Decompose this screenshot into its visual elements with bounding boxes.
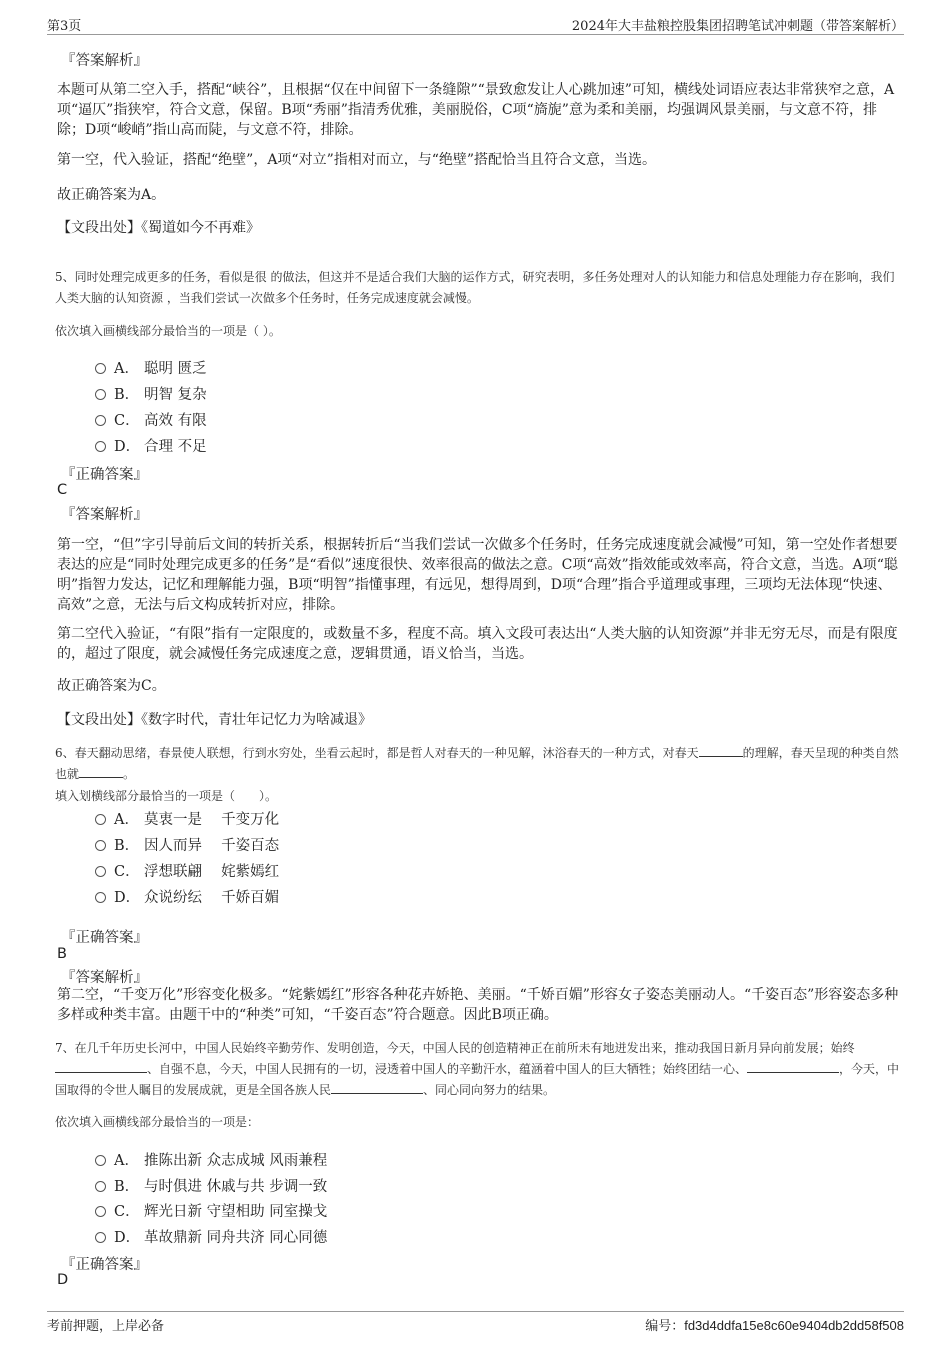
q6-text [55,743,902,785]
document-title: 2024年大丰盐粮控股集团招聘笔试冲刺题（带答案解析） [571,19,904,34]
option-letter: B． [114,387,140,403]
option-letter: B． [114,1179,140,1195]
radio-icon[interactable] [95,840,106,851]
q6-analysis: 第二空，“千变万化”形容变化极多。“姹紫嫣红”形容各种花卉娇艳、美丽。“千娇百媚”形容女子姿态美丽动人。“千姿百态”形容姿态多种多样或种类丰富。由题干中的“种类”可知，“千姿百态”符合题意。因此B项正确。 [57,987,899,1023]
option-text: 浮想联翩 姹紫嫣红 [144,864,280,880]
q7-text-part4: 、同心同向努力的结果。 [423,1083,556,1097]
fill-blank [55,1060,147,1073]
q5-correct-answer: C [57,482,68,498]
option-letter: D． [114,439,141,455]
radio-icon[interactable] [95,866,106,877]
q5-analysis-p3: 故正确答案为C。 [57,678,166,694]
q5-option-c[interactable] [95,409,207,429]
fill-blank [747,1060,839,1073]
q4-analysis-p2: 第一空，代入验证，搭配“绝壁”，A项“对立”指相对而立，与“绝壁”搭配恰当且符合文意，当选。 [57,152,657,168]
q5-option-d[interactable] [95,435,207,455]
option-text: 推陈出新 众志成城 风雨兼程 [144,1153,328,1169]
q5-analysis-label: 『答案解析』 [61,507,148,523]
option-text: 聪明 匮乏 [144,361,207,377]
option-letter: D． [114,890,141,906]
q5-prompt: 依次填入画横线部分最恰当的一项是（ ）。 [55,324,281,338]
option-text: 合理 不足 [144,439,207,455]
q6-option-a[interactable] [95,808,279,828]
q6-analysis-label: 『答案解析』 [61,970,148,986]
option-text: 众说纷纭 千娇百媚 [144,890,280,906]
q7-correct-answer: D [57,1272,69,1288]
option-text: 高效 有限 [144,413,207,429]
option-text: 革故鼎新 同舟共济 同心同德 [144,1230,328,1246]
q5-source: 【文段出处】《数字时代，青壮年记忆力为啥减退》 [57,712,372,728]
q7-prompt: 依次填入画横线部分最恰当的一项是： [55,1115,260,1129]
q5-analysis-p2: 第二空代入验证，“有限”指有一定限度的，或数量不多，程度不高。填入文段可表达出“人类大脑的认知资源”并非无穷无尽，而是有限度的，超过了限度，就会减慢任务完成速度之意，逻辑贯通，语义恰当，当选。 [57,626,898,662]
option-letter: A． [114,361,139,377]
q4-analysis-label: 『答案解析』 [61,53,148,69]
q6-option-d[interactable] [95,886,279,906]
radio-icon[interactable] [95,415,106,426]
radio-icon[interactable] [95,1181,106,1192]
option-letter: C． [114,864,140,880]
option-letter: C． [114,1204,140,1220]
q7-text-part3: ，今天，中国取得的令世人瞩目的发展成就，更是全国各族人民 [55,1062,900,1097]
q7-option-a[interactable] [95,1149,327,1169]
option-text: 因人而异 千姿百态 [144,838,280,854]
q7-correct-label: 『正确答案』 [61,1257,148,1273]
q7-text-part1: 7、在几千年历史长河中，中国人民始终辛勤劳作、发明创造，今天，中国人民的创造精神正在前所未有地迸发出来，推动我国日新月异向前发展；始终 [55,1041,855,1055]
fill-blank [331,1081,423,1094]
radio-icon[interactable] [95,1206,106,1217]
q6-prompt: 填入划横线部分最恰当的一项是（ ）。 [55,789,278,803]
q6-text-part3: 。 [123,767,136,781]
q6-correct-label: 『正确答案』 [61,930,148,946]
page-number: 第3页 [47,19,82,34]
radio-icon[interactable] [95,441,106,452]
q6-option-c[interactable] [95,860,279,880]
option-text: 辉光日新 守望相助 同室操戈 [144,1204,328,1220]
radio-icon[interactable] [95,1155,106,1166]
q5-analysis-p1: 第一空，“但”字引导前后文间的转折关系，根据转折后“当我们尝试一次做多个任务时，任务完成速度就会减慢”可知，第一空处作者想要表达的应是“同时处理完成更多的任务”是“看似”速度很快、效率很高的做法之意。C项“高效”指效能或效率高，符合文意，当选。A项“聪明”指智力发达，记忆和理解能力强，B项“明智”指懂事理，有远见，想得周到，D项“合理”指合乎道理或事理，三项均无法体现“快速、高效”之意，无法与后文构成转折对应，排除。 [57,537,898,613]
option-letter: D． [114,1230,141,1246]
page-header [47,12,904,35]
q7-text [55,1038,902,1101]
q7-option-d[interactable] [95,1226,327,1246]
q6-text-part2: 的理解，春天呈现的种类自然也就 [55,746,899,781]
option-letter: A． [114,812,139,828]
option-text: 与时俱进 休戚与共 步调一致 [144,1179,328,1195]
document-id: 编号：fd3d4ddfa15e8c60e9404db2dd58f508 [645,1318,904,1333]
fill-blank [699,744,743,757]
option-text: 莫衷一是 千变万化 [144,812,280,828]
q7-option-b[interactable] [95,1175,327,1195]
q7-text-part2: 、自强不息，今天，中国人民拥有的一切，浸透着中国人的辛勤汗水，蕴涵着中国人的巨大牺牲；始终团结一心、 [147,1062,748,1076]
option-letter: A． [114,1153,139,1169]
q6-text-part1: 6、春天翻动思绪，春景使人联想，行到水穷处，坐看云起时，都是哲人对春天的一种见解，沐浴春天的一种方式，对春天 [55,746,699,760]
page-footer [47,1311,904,1338]
q7-option-c[interactable] [95,1200,327,1220]
radio-icon[interactable] [95,389,106,400]
q4-analysis-p3: 故正确答案为A。 [57,187,166,203]
q4-source: 【文段出处】《蜀道如今不再难》 [57,220,260,236]
q5-text: 5、同时处理完成更多的任务，看似是很 的做法，但这并不是适合我们大脑的运作方式，研究表明，多任务处理对人的认知能力和信息处理能力存在影响，我们人类大脑的认知资源 ，当我们尝试一次做多个任务时，任务完成速度就会减慢。 [55,270,895,305]
q5-option-a[interactable] [95,357,207,377]
option-letter: C． [114,413,140,429]
radio-icon[interactable] [95,363,106,374]
footer-slogan: 考前押题，上岸必备 [47,1319,165,1334]
radio-icon[interactable] [95,814,106,825]
radio-icon[interactable] [95,1232,106,1243]
radio-icon[interactable] [95,892,106,903]
q4-analysis-p1: 本题可从第二空入手，搭配“峡谷”，且根据“仅在中间留下一条缝隙”“景致愈发让人心跳加速”可知，横线处词语应表达非常狭窄之意，A项“逼仄”指狭窄，符合文意，保留。B项“秀丽”指清秀优雅，美丽脱俗，C项“旖旎”意为柔和美丽，均强调风景美丽，与文意不符，排除；D项“峻峭”指山高而陡，与文意不符，排除。 [57,82,895,138]
q5-correct-label: 『正确答案』 [61,467,148,483]
q5-option-b[interactable] [95,383,207,403]
q6-correct-answer: B [57,946,67,962]
fill-blank [79,765,123,778]
option-letter: B． [114,838,140,854]
q6-option-b[interactable] [95,834,279,854]
option-text: 明智 复杂 [144,387,207,403]
